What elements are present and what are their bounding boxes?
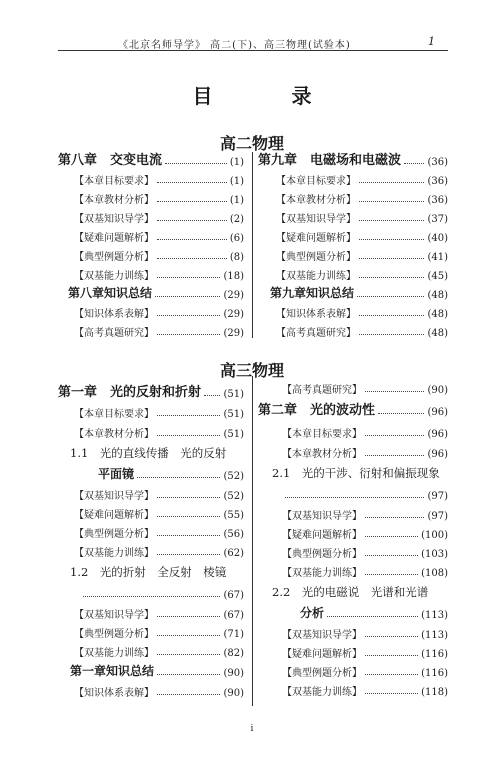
toc-entry[interactable] (74, 402, 244, 420)
toc-entry-page: (67) (223, 590, 244, 601)
leader-dots (157, 516, 220, 517)
toc-entry-label: 【本章目标要求】 (276, 176, 356, 187)
toc-entry[interactable] (58, 382, 244, 400)
toc-entry-label: 【高考真题研究】 (74, 328, 154, 339)
toc-entry-page: (96) (427, 449, 448, 460)
toc-entry-page: (29) (223, 328, 244, 339)
leader-dots (365, 574, 418, 575)
toc-entry-label: 【本章教材分析】 (282, 449, 362, 460)
toc-entry[interactable] (74, 484, 244, 502)
toc-entry-page: (18) (223, 271, 244, 282)
toc-entry[interactable] (74, 681, 244, 699)
toc-entry-label: 【双基知识导学】 (282, 511, 362, 522)
toc-entry[interactable] (282, 561, 448, 579)
toc-entry[interactable] (74, 541, 244, 559)
toc-entry-page: (96) (427, 407, 448, 418)
toc-entry[interactable] (276, 245, 448, 263)
toc-entry-label: 【本章目标要求】 (74, 176, 154, 187)
toc-entry-continuation[interactable] (300, 603, 448, 621)
toc-entry[interactable] (70, 562, 244, 580)
toc-entry[interactable] (282, 504, 448, 522)
toc-entry-page: (100) (421, 530, 448, 541)
toc-entry-page: (56) (223, 529, 244, 540)
toc-entry-page: (51) (223, 429, 244, 440)
toc-entry-continuation[interactable] (80, 583, 244, 601)
toc-entry-label: 【本章目标要求】 (74, 409, 154, 420)
leader-dots (359, 334, 424, 335)
leader-dots (359, 258, 424, 259)
leader-dots (365, 391, 424, 392)
toc-entry-page: (29) (223, 290, 244, 301)
toc-entry[interactable] (74, 245, 244, 263)
toc-entry-page: (90) (223, 668, 244, 679)
leader-dots (157, 694, 220, 695)
toc-entry[interactable] (74, 422, 244, 440)
toc-entry-page: (6) (229, 233, 244, 244)
toc-entry-page: (45) (427, 271, 448, 282)
toc-entry[interactable] (74, 169, 244, 187)
leader-dots (404, 163, 424, 164)
footer-page-number: i (250, 724, 254, 734)
toc-entry-label: 【高考真题研究】 (276, 328, 356, 339)
toc-entry[interactable] (276, 169, 448, 187)
toc-entry[interactable] (74, 603, 244, 621)
toc-entry-page: (51) (223, 409, 244, 420)
toc-entry[interactable] (74, 302, 244, 320)
leader-dots (157, 201, 227, 202)
toc-entry[interactable] (74, 622, 244, 640)
toc-entry[interactable] (282, 542, 448, 560)
toc-entry-label: 【典型例题分析】 (74, 252, 154, 263)
toc-entry-page: (41) (427, 252, 448, 263)
section-title-grade3: 高三物理 (219, 361, 284, 380)
toc-entry[interactable] (258, 150, 448, 168)
leader-dots (157, 616, 220, 617)
leader-dots (365, 655, 418, 656)
leader-dots (157, 239, 227, 240)
toc-entry-page: (97) (427, 491, 448, 502)
toc-entry-label: 【双基能力训练】 (282, 687, 362, 698)
toc-entry[interactable] (74, 503, 244, 521)
toc-entry-page: (90) (223, 688, 244, 699)
leader-dots (365, 435, 424, 436)
toc-entry[interactable] (74, 188, 244, 206)
toc-entry-label: 【疑难问题解析】 (282, 649, 362, 660)
toc-entry-label: 2.1 光的干涉、衍射和偏振现象 (272, 466, 440, 480)
toc-entry[interactable] (276, 226, 448, 244)
column-divider (252, 152, 253, 338)
toc-entry-page: (82) (223, 648, 244, 659)
toc-entry-page: (90) (427, 385, 448, 396)
toc-entry-label: 【典型例题分析】 (74, 529, 154, 540)
toc-entry-page: (67) (223, 610, 244, 621)
toc-entry-label: 【知识体系表解】 (276, 309, 356, 320)
toc-entry-label: 【双基能力训练】 (74, 271, 154, 282)
toc-entry[interactable] (272, 582, 448, 600)
toc-entry-page: (55) (223, 510, 244, 521)
toc-entry-page: (36) (427, 157, 448, 168)
toc-entry[interactable] (70, 443, 244, 461)
toc-entry-label: 【双基知识导学】 (74, 491, 154, 502)
leader-dots (157, 497, 220, 498)
toc-entry[interactable] (74, 264, 244, 282)
toc-entry[interactable] (282, 442, 448, 460)
toc-entry-label: 【本章教材分析】 (74, 195, 154, 206)
toc-entry-label: 2.2 光的电磁说 光谱和光谱 (272, 585, 429, 599)
toc-entry[interactable] (282, 623, 448, 641)
toc-entry-label: 【典型例题分析】 (282, 549, 362, 560)
toc-entry[interactable] (282, 661, 448, 679)
toc-entry-label: 第一章知识总结 (70, 664, 155, 678)
toc-entry[interactable] (276, 207, 448, 225)
toc-entry-label: 【高考真题研究】 (282, 385, 362, 396)
toc-entry-page: (116) (421, 649, 448, 660)
toc-entry[interactable] (70, 661, 244, 679)
leader-dots (204, 395, 220, 396)
toc-entry-page: (48) (427, 290, 448, 301)
toc-entry-label: 平面镜 (98, 467, 135, 481)
leader-dots (378, 413, 424, 414)
leader-dots (357, 296, 424, 297)
toc-entry-page: (113) (421, 630, 448, 641)
toc-entry-label: 【双基知识导学】 (74, 214, 154, 225)
toc-entry-page: (97) (427, 511, 448, 522)
leader-dots (157, 258, 227, 259)
toc-entry-label: 【典型例题分析】 (276, 252, 356, 263)
toc-entry-label: 【双基能力训练】 (74, 548, 154, 559)
toc-entry-label: 1.2 光的折射 全反射 棱镜 (70, 565, 227, 579)
toc-entry-label: 【双基能力训练】 (282, 568, 362, 579)
toc-entry-page: (52) (223, 491, 244, 502)
toc-entry-label: 【疑难问题解析】 (282, 530, 362, 541)
toc-entry-page: (71) (223, 629, 244, 640)
toc-entry[interactable] (282, 642, 448, 660)
toc-entry-label: 【典型例题分析】 (282, 668, 362, 679)
toc-entry-label: 【本章教材分析】 (74, 429, 154, 440)
leader-dots (327, 616, 418, 617)
leader-dots (165, 163, 227, 164)
toc-entry-label: 【知识体系表解】 (74, 688, 154, 699)
toc-entry-page: (40) (427, 233, 448, 244)
toc-entry[interactable] (74, 522, 244, 540)
toc-entry-page: (48) (427, 309, 448, 320)
toc-entry-label: 第八章 交变电流 (58, 153, 163, 168)
toc-entry-page: (52) (223, 471, 244, 482)
toc-entry-label: 【典型例题分析】 (74, 629, 154, 640)
toc-entry-page: (1) (229, 176, 244, 187)
toc-entry-label: 第九章知识总结 (270, 286, 355, 300)
leader-dots (83, 596, 220, 597)
toc-entry[interactable] (98, 464, 244, 482)
leader-dots (365, 555, 418, 556)
leader-dots (359, 315, 424, 316)
toc-entry-label: 【疑难问题解析】 (74, 233, 154, 244)
leader-dots (157, 415, 220, 416)
leader-dots (359, 182, 424, 183)
toc-entry-page: (62) (223, 548, 244, 559)
leader-dots (157, 277, 220, 278)
leader-dots (157, 554, 220, 555)
toc-entry[interactable] (258, 400, 448, 418)
toc-entry-page: (96) (427, 429, 448, 440)
toc-entry-page: (2) (229, 214, 244, 225)
toc-entry[interactable] (68, 283, 244, 301)
leader-dots (285, 497, 424, 498)
toc-entry-label: 第一章 光的反射和折射 (58, 385, 202, 400)
toc-entry-label: 【知识体系表解】 (74, 309, 154, 320)
running-header-title: 《北京名师导学》 高二(下)、高三物理(试验本) (118, 40, 351, 51)
toc-entry[interactable] (74, 641, 244, 659)
leader-dots (157, 315, 220, 316)
leader-dots (157, 220, 227, 221)
toc-entry-page: (1) (229, 157, 244, 168)
leader-dots (157, 535, 220, 536)
leader-dots (359, 220, 424, 221)
toc-entry-label: 【本章教材分析】 (276, 195, 356, 206)
leader-dots (365, 517, 424, 518)
toc-entry-page: (36) (427, 195, 448, 206)
toc-title: 目 录 (192, 84, 348, 108)
leader-dots (365, 693, 418, 694)
leader-dots (365, 636, 418, 637)
leader-dots (157, 334, 220, 335)
toc-entry[interactable] (272, 463, 448, 481)
leader-dots (359, 277, 424, 278)
leader-dots (359, 201, 424, 202)
leader-dots (155, 296, 220, 297)
toc-entry-page: (118) (421, 687, 448, 698)
toc-entry-label: 第二章 光的波动性 (258, 403, 376, 418)
leader-dots (157, 674, 220, 675)
toc-entry[interactable] (276, 264, 448, 282)
toc-entry-label: 【双基能力训练】 (74, 648, 154, 659)
toc-entry-page: (1) (229, 195, 244, 206)
leader-dots (359, 239, 424, 240)
toc-entry[interactable] (276, 302, 448, 320)
toc-entry-page: (51) (223, 389, 244, 400)
toc-entry-label: 【疑难问题解析】 (276, 233, 356, 244)
leader-dots (365, 674, 418, 675)
leader-dots (157, 435, 220, 436)
column-divider (252, 376, 253, 706)
toc-entry-page: (36) (427, 176, 448, 187)
toc-entry-page: (37) (427, 214, 448, 225)
toc-entry-label: 【双基能力训练】 (276, 271, 356, 282)
toc-entry[interactable] (276, 188, 448, 206)
toc-entry[interactable] (276, 321, 448, 339)
toc-entry-label: 【双基知识导学】 (282, 630, 362, 641)
toc-entry[interactable] (282, 680, 448, 698)
toc-entry-label: 【疑难问题解析】 (74, 510, 154, 521)
toc-entry-continuation[interactable] (282, 484, 448, 502)
toc-entry[interactable] (74, 207, 244, 225)
toc-entry-label: 第八章知识总结 (68, 286, 153, 300)
toc-entry[interactable] (270, 283, 448, 301)
toc-entry-page: (29) (223, 309, 244, 320)
toc-entry[interactable] (74, 226, 244, 244)
leader-dots (365, 455, 424, 456)
toc-entry[interactable] (58, 150, 244, 168)
toc-entry-page: (108) (421, 568, 448, 579)
toc-entry-page: (8) (229, 252, 244, 263)
toc-entry-label: 分析 (300, 606, 325, 620)
toc-entry[interactable] (74, 321, 244, 339)
leader-dots (157, 635, 220, 636)
toc-entry[interactable] (282, 523, 448, 541)
leader-dots (137, 477, 220, 478)
leader-dots (157, 182, 227, 183)
toc-entry[interactable] (282, 422, 448, 440)
toc-entry-label: 【双基知识导学】 (276, 214, 356, 225)
leader-dots (157, 654, 220, 655)
toc-entry-page: (113) (421, 610, 448, 621)
toc-entry-page: (116) (421, 668, 448, 679)
toc-entry-page: (48) (427, 328, 448, 339)
header-rule (58, 50, 448, 51)
toc-entry-label: 1.1 光的直线传播 光的反射 (70, 446, 227, 460)
section-title-grade2: 高二物理 (219, 134, 284, 153)
toc-entry-label: 【本章目标要求】 (282, 429, 362, 440)
leader-dots (365, 536, 418, 537)
toc-entry-label: 【双基知识导学】 (74, 610, 154, 621)
running-header-page-number: 1 (428, 35, 435, 48)
toc-entry-page: (103) (421, 549, 448, 560)
toc-entry[interactable] (282, 378, 448, 396)
toc-entry-label: 第九章 电磁场和电磁波 (258, 153, 402, 168)
